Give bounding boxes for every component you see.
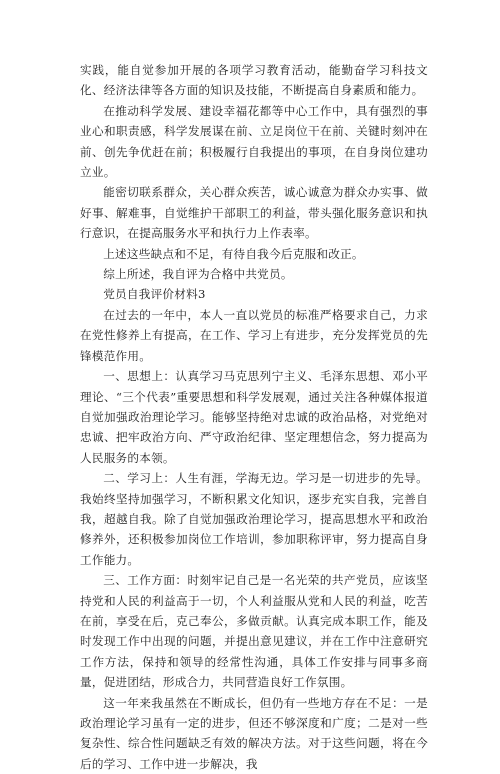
paragraph: 综上所述，我自评为合格中共党员。	[103, 267, 293, 282]
paragraph: 三、工作方面：时刻牢记自己是一名光荣的共产党员，应该坚持党和人民的利益高于一切，个人利益服从党和人民的利益，吃苦在前，享受在后，克己奉公，多做贡献。认真完成本职工作，能及时发现工作中出现的问题，并提出意见建议，并在工作中注意研究工作方法，保持和领导的经常性沟通，具体工作安排与同事多商量，促进团结，形成合力，共同营造良好工作氛围。	[80, 573, 428, 690]
paragraph: 这一年来我虽然在不断成长，但仍有一些地方存在不足：一是政治理论学习虽有一定的进步，但还不够深度和广度；二是对一些复杂性、综合性问题缺乏有效的解决方法。对于这些问题，将在今后的学习、工作中进一步解决，我	[80, 695, 428, 771]
paragraph: 在过去的一年中，本人一直以党员的标准严格要求自己，力求在党性修养上有提高，在工作、学习上有进步，充分发挥党员的先锋模范作用。	[80, 307, 428, 363]
paragraph: 二、学习上：人生有涯，学海无边。学习是一切进步的先导。我始终坚持加强学习，不断积累文化知识，逐步充实自我，完善自我，超越自我。除了自觉加强政治理论学习，提高思想水平和政治修养外，还积极参加岗位工作培训，参加职称评审，努力提高自身工作能力。	[80, 471, 428, 567]
document-body	[80, 60, 428, 774]
paragraph: 上述这些缺点和不足，有待自我今后克服和改正。	[103, 246, 364, 261]
paragraph: 实践，能自觉参加开展的各项学习教育活动，能勤奋学习科技文化、经济法律等各方面的知识及技能，不断提高自身素质和能力。	[80, 63, 428, 98]
paragraph: 党员自我评价材料3	[103, 287, 206, 302]
paragraph: 能密切联系群众，关心群众疾苦，诚心诚意为群众办实事、做好事、解难事，自觉维护干部职工的利益，带头强化服务意识和执行意识，在提高服务水平和执行力上作表率。	[80, 185, 428, 241]
paragraph: 在推动科学发展、建设幸福花都等中心工作中，具有强烈的事业心和职责感，科学发展谋在前、立足岗位干在前、关键时刻冲在前、创先争优赶在前；积极履行自我提出的事项，在自身岗位建功立业。	[80, 103, 428, 180]
paragraph: 一、思想上：认真学习马克思列宁主义、毛泽东思想、邓小平理论、“三个代表”重要思想和科学发展观，通过关注各种媒体报道自觉加强政治理论学习。能够坚持绝对忠诚的政治品格，对党绝对忠诚、把牢政治方向、严守政治纪律、坚定理想信念，努力提高为人民服务的本领。	[80, 369, 428, 465]
